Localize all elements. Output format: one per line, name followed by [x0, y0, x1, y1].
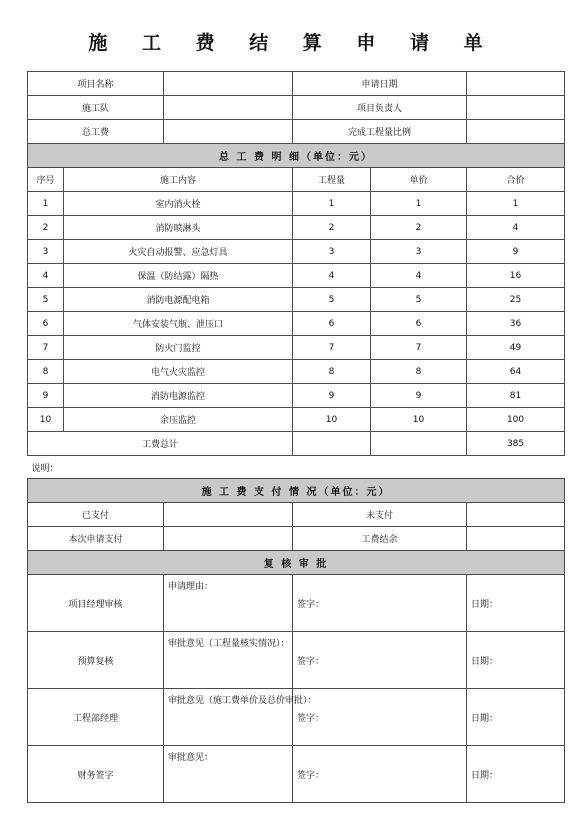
total-fee-label: 总工费	[28, 120, 164, 144]
row-total: 25	[467, 288, 565, 312]
paid-value[interactable]	[164, 503, 293, 527]
row-price: 7	[371, 336, 467, 360]
manager-value[interactable]	[467, 96, 565, 120]
row-qty: 1	[293, 192, 371, 216]
review-row	[28, 632, 565, 689]
review-opinion[interactable]: 审批意见（工程量核实情况）：	[164, 632, 293, 689]
review-row	[28, 689, 565, 746]
review-row	[28, 746, 565, 803]
apply-date-value[interactable]	[467, 72, 565, 96]
review-sign[interactable]: 签字：	[293, 575, 467, 632]
col-header-total: 合价	[467, 168, 565, 192]
row-price: 8	[371, 360, 467, 384]
total-label: 工费总计	[28, 432, 293, 456]
detail-row	[28, 288, 565, 312]
row-total: 16	[467, 264, 565, 288]
row-no: 5	[28, 288, 64, 312]
current-label: 本次申请支付	[28, 527, 164, 551]
progress-value[interactable]	[467, 120, 565, 144]
detail-section-title: 总 工 费 明 细（单位：元）	[28, 144, 565, 168]
apply-date-label: 申请日期	[293, 72, 467, 96]
row-price: 9	[371, 384, 467, 408]
detail-row	[28, 336, 565, 360]
detail-row	[28, 384, 565, 408]
detail-row	[28, 408, 565, 432]
total-value: 385	[467, 432, 565, 456]
row-qty: 8	[293, 360, 371, 384]
review-date[interactable]: 日期：	[467, 689, 565, 746]
form-title: 施 工 费 结 算 申 请 单	[88, 32, 497, 54]
review-opinion[interactable]: 审批意见（施工费单价及总价审批）：	[164, 689, 293, 746]
progress-label: 完成工程量比例	[293, 120, 467, 144]
detail-rows	[28, 192, 565, 432]
row-price: 4	[371, 264, 467, 288]
review-role: 预算复核	[28, 632, 164, 689]
col-header-content: 施工内容	[64, 168, 293, 192]
row-no: 8	[28, 360, 64, 384]
row-content: 气体安装气瓶、泄压口	[64, 312, 293, 336]
row-qty: 7	[293, 336, 371, 360]
detail-row	[28, 192, 565, 216]
review-rows	[28, 575, 565, 803]
detail-row	[28, 312, 565, 336]
row-price: 2	[371, 216, 467, 240]
total-fee-value[interactable]	[164, 120, 293, 144]
review-row	[28, 575, 565, 632]
row-qty: 5	[293, 288, 371, 312]
row-total: 36	[467, 312, 565, 336]
current-value[interactable]	[164, 527, 293, 551]
row-content: 保温（防结露）隔热	[64, 264, 293, 288]
row-qty: 6	[293, 312, 371, 336]
row-price: 10	[371, 408, 467, 432]
row-content: 室内消火栓	[64, 192, 293, 216]
row-total: 1	[467, 192, 565, 216]
project-name-value[interactable]	[164, 72, 293, 96]
col-header-no: 序号	[28, 168, 64, 192]
row-qty: 10	[293, 408, 371, 432]
review-sign[interactable]: 签字：	[293, 746, 467, 803]
row-price: 3	[371, 240, 467, 264]
row-no: 1	[28, 192, 64, 216]
row-total: 64	[467, 360, 565, 384]
review-date[interactable]: 日期：	[467, 746, 565, 803]
unpaid-value[interactable]	[467, 503, 565, 527]
team-value[interactable]	[164, 96, 293, 120]
review-sign[interactable]: 签字：	[293, 689, 467, 746]
total-blank-qty	[293, 432, 371, 456]
balance-label: 工费结余	[293, 527, 467, 551]
row-total: 4	[467, 216, 565, 240]
review-opinion[interactable]: 申请理由：	[164, 575, 293, 632]
row-total: 49	[467, 336, 565, 360]
row-content: 消防喷淋头	[64, 216, 293, 240]
team-label: 施工队	[28, 96, 164, 120]
row-no: 2	[28, 216, 64, 240]
manager-label: 项目负责人	[293, 96, 467, 120]
paid-label: 已支付	[28, 503, 164, 527]
row-price: 6	[371, 312, 467, 336]
row-content: 余压监控	[64, 408, 293, 432]
review-opinion[interactable]: 审批意见：	[164, 746, 293, 803]
row-price: 5	[371, 288, 467, 312]
detail-row	[28, 264, 565, 288]
row-no: 10	[28, 408, 64, 432]
row-content: 消防电源监控	[64, 384, 293, 408]
settlement-form-table	[27, 71, 565, 803]
review-date[interactable]: 日期：	[467, 632, 565, 689]
col-header-qty: 工程量	[293, 168, 371, 192]
row-total: 81	[467, 384, 565, 408]
detail-row	[28, 216, 565, 240]
total-blank-price	[371, 432, 467, 456]
row-no: 9	[28, 384, 64, 408]
payment-section-title: 施 工 费 支 付 情 况（单位：元）	[28, 479, 565, 503]
review-role: 财务签字	[28, 746, 164, 803]
row-qty: 2	[293, 216, 371, 240]
row-no: 7	[28, 336, 64, 360]
detail-row	[28, 240, 565, 264]
row-total: 100	[467, 408, 565, 432]
col-header-price: 单价	[371, 168, 467, 192]
review-date[interactable]: 日期：	[467, 575, 565, 632]
row-qty: 4	[293, 264, 371, 288]
row-content: 防火门监控	[64, 336, 293, 360]
detail-row	[28, 360, 565, 384]
row-no: 3	[28, 240, 64, 264]
row-qty: 3	[293, 240, 371, 264]
row-price: 1	[371, 192, 467, 216]
review-sign[interactable]: 签字：	[293, 632, 467, 689]
row-no: 4	[28, 264, 64, 288]
project-name-label: 项目名称	[28, 72, 164, 96]
review-role: 项目经理审核	[28, 575, 164, 632]
review-section-title: 复 核 审 批	[28, 551, 565, 575]
row-content: 火灾自动报警、应急灯具	[64, 240, 293, 264]
note-label[interactable]: 说明：	[28, 456, 565, 479]
balance-value[interactable]	[467, 527, 565, 551]
row-total: 9	[467, 240, 565, 264]
unpaid-label: 未支付	[293, 503, 467, 527]
review-role: 工程部经理	[28, 689, 164, 746]
row-qty: 9	[293, 384, 371, 408]
row-content: 消防电源配电箱	[64, 288, 293, 312]
row-no: 6	[28, 312, 64, 336]
row-content: 电气火灾监控	[64, 360, 293, 384]
